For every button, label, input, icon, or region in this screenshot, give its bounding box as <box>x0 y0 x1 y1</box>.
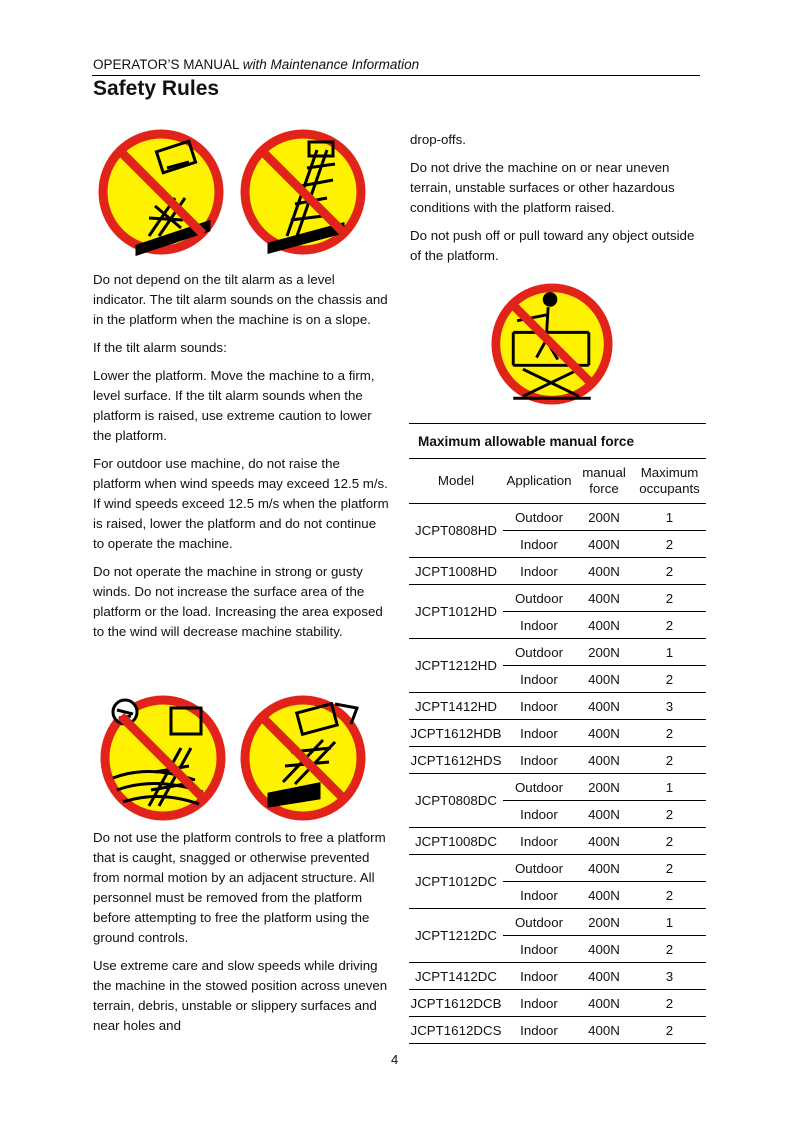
cell-model: JCPT1212DC <box>409 909 503 963</box>
push-pull-paragraph: Do not push off or pull toward any object outside of the platform. <box>410 228 695 263</box>
table-row <box>409 909 706 936</box>
table-row <box>409 774 706 801</box>
cell-force: 200N <box>575 909 633 936</box>
platform-controls-paragraph: Do not use the platform controls to free a platform that is caught, snagged or otherwise prevented from normal motion by an adjacent structure. All personnel must be removed from the platform before attempting to free the platform using the ground controls. <box>93 830 386 945</box>
cell-application: Indoor <box>503 801 575 828</box>
running-header <box>93 57 419 72</box>
table-row <box>409 855 706 882</box>
cell-model: JCPT0808DC <box>409 774 503 828</box>
table-title-text: Maximum allowable manual force <box>418 434 635 449</box>
cell-application: Indoor <box>503 936 575 963</box>
tilt-alarm-paragraph: Do not depend on the tilt alarm as a level indicator. The tilt alarm sounds on the chassis and in the platform when the machine is on a slope. <box>93 272 388 327</box>
table-row <box>409 1017 706 1044</box>
header-subtitle: with Maintenance Information <box>242 57 420 72</box>
cell-force: 400N <box>575 747 633 774</box>
cell-force: 400N <box>575 801 633 828</box>
cell-force: 400N <box>575 828 633 855</box>
cell-force: 400N <box>575 963 633 990</box>
table-row <box>409 585 706 612</box>
table-body <box>409 504 706 1044</box>
page-title: Safety Rules <box>93 77 220 100</box>
cell-application: Outdoor <box>503 909 575 936</box>
cell-model: JCPT1612DCB <box>409 990 503 1017</box>
cell-force: 400N <box>575 855 633 882</box>
cell-application: Outdoor <box>503 774 575 801</box>
cell-application: Outdoor <box>503 504 575 531</box>
cell-force: 400N <box>575 693 633 720</box>
table-row <box>409 693 706 720</box>
cell-application: Indoor <box>503 558 575 585</box>
no-tilt-mast-sign <box>239 128 367 256</box>
header-rule <box>92 75 700 76</box>
cell-application: Outdoor <box>503 639 575 666</box>
cell-occupants: 2 <box>633 720 706 747</box>
cell-model: JCPT1612HDS <box>409 747 503 774</box>
cell-force: 400N <box>575 990 633 1017</box>
right-column-top <box>410 130 705 274</box>
tilt-alarm-sounds-paragraph: If the tilt alarm sounds: <box>93 340 227 355</box>
cell-model: JCPT1412HD <box>409 693 503 720</box>
cell-force: 400N <box>575 666 633 693</box>
cell-occupants: 2 <box>633 531 706 558</box>
table-title <box>409 423 706 449</box>
cell-model: JCPT1212HD <box>409 639 503 693</box>
cell-occupants: 2 <box>633 828 706 855</box>
page-number: 4 <box>391 1052 399 1067</box>
cell-occupants: 2 <box>633 1017 706 1044</box>
cell-application: Indoor <box>503 882 575 909</box>
cell-force: 400N <box>575 531 633 558</box>
cell-application: Outdoor <box>503 855 575 882</box>
cell-force: 400N <box>575 882 633 909</box>
cell-force: 200N <box>575 639 633 666</box>
cell-occupants: 3 <box>633 693 706 720</box>
cell-application: Indoor <box>503 828 575 855</box>
no-tilt-scissor-sign <box>97 128 225 256</box>
cell-force: 400N <box>575 720 633 747</box>
table-row <box>409 720 706 747</box>
cell-model: JCPT1008DC <box>409 828 503 855</box>
cell-force: 400N <box>575 585 633 612</box>
cell-application: Indoor <box>503 693 575 720</box>
table-row <box>409 504 706 531</box>
cell-occupants: 1 <box>633 774 706 801</box>
no-push-pull-sign <box>490 282 614 406</box>
wind-speed-paragraph: For outdoor use machine, do not raise the platform when wind speeds may exceed 12.5 m/s. If wind speeds exceed 12.5 m/s when the platform is raised, lower the platform and do not continue to operate the machine. <box>93 456 389 551</box>
table-header-row <box>409 459 706 504</box>
cell-occupants: 2 <box>633 855 706 882</box>
cell-force: 400N <box>575 612 633 639</box>
cell-occupants: 2 <box>633 936 706 963</box>
cell-model: JCPT1008HD <box>409 558 503 585</box>
cell-occupants: 1 <box>633 639 706 666</box>
cell-occupants: 2 <box>633 666 706 693</box>
cell-force: 400N <box>575 1017 633 1044</box>
cell-force: 400N <box>575 558 633 585</box>
cell-model: JCPT0808HD <box>409 504 503 558</box>
cell-model: JCPT1412DC <box>409 963 503 990</box>
cell-occupants: 2 <box>633 747 706 774</box>
extreme-care-paragraph: Use extreme care and slow speeds while driving the machine in the stowed position across uneven terrain, debris, unstable or slippery surfaces and near holes and <box>93 958 388 1033</box>
header-model: Model <box>409 459 503 504</box>
table-row <box>409 639 706 666</box>
cell-occupants: 2 <box>633 882 706 909</box>
cell-application: Indoor <box>503 963 575 990</box>
left-column-top <box>93 270 389 650</box>
cell-force: 400N <box>575 936 633 963</box>
no-collision-sign <box>239 694 367 822</box>
cell-model: JCPT1612HDB <box>409 720 503 747</box>
table-row <box>409 558 706 585</box>
cell-occupants: 2 <box>633 585 706 612</box>
cell-occupants: 3 <box>633 963 706 990</box>
table-row <box>409 963 706 990</box>
cell-application: Indoor <box>503 666 575 693</box>
header-manual: OPERATOR’S MANUAL <box>93 57 240 72</box>
cell-application: Outdoor <box>503 585 575 612</box>
no-wind-sign <box>99 694 227 822</box>
gusty-winds-paragraph: Do not operate the machine in strong or gusty winds. Do not increase the surface area of the platform or the load. Increasing the area exposed to the wind will decrease machine stability. <box>93 564 383 639</box>
cell-occupants: 1 <box>633 504 706 531</box>
cell-model: JCPT1012DC <box>409 855 503 909</box>
manual-force-table <box>409 458 706 1044</box>
table-row <box>409 747 706 774</box>
lower-platform-paragraph: Lower the platform. Move the machine to a firm, level surface. If the tilt alarm sounds when the platform is raised, use extreme caution to lower the platform. <box>93 368 375 443</box>
cell-force: 200N <box>575 504 633 531</box>
cell-application: Indoor <box>503 720 575 747</box>
cell-application: Indoor <box>503 612 575 639</box>
header-force: manual force <box>575 459 633 504</box>
cell-occupants: 2 <box>633 801 706 828</box>
cell-application: Indoor <box>503 531 575 558</box>
cell-application: Indoor <box>503 990 575 1017</box>
cell-occupants: 2 <box>633 612 706 639</box>
table-row <box>409 828 706 855</box>
left-column-bottom <box>93 828 389 1044</box>
header-application: Application <box>503 459 575 504</box>
uneven-terrain-paragraph: Do not drive the machine on or near uneven terrain, unstable surfaces or other hazardous conditions with the platform raised. <box>410 160 675 215</box>
cell-application: Indoor <box>503 747 575 774</box>
header-occupants: Maximum occupants <box>633 459 706 504</box>
cell-force: 200N <box>575 774 633 801</box>
cell-occupants: 2 <box>633 990 706 1017</box>
cell-occupants: 1 <box>633 909 706 936</box>
cell-occupants: 2 <box>633 558 706 585</box>
cell-model: JCPT1012HD <box>409 585 503 639</box>
cell-model: JCPT1612DCS <box>409 1017 503 1044</box>
table-row <box>409 990 706 1017</box>
drop-offs-text: drop-offs. <box>410 132 466 147</box>
cell-application: Indoor <box>503 1017 575 1044</box>
